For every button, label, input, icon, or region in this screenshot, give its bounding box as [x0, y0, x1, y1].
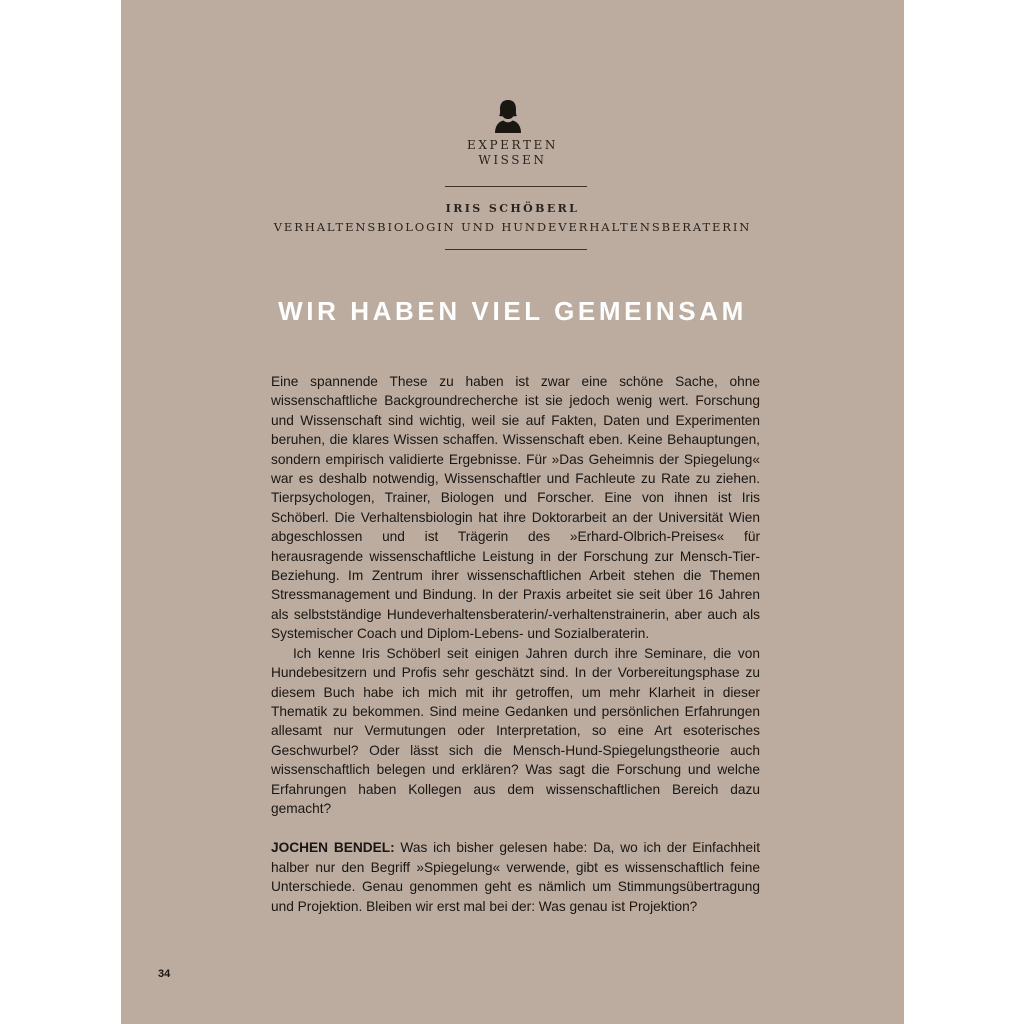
body-paragraph-2: Ich kenne Iris Schöberl seit einigen Jahren durch ihre Seminare, die von Hundebesitzern und Profis sehr geschätzt sind. In der Vorbereitungsphase zu diesem Buch habe ich mich mit ihr getroffen, um mehr Klarheit in dieser Thematik zu bekommen. Sind meine Gedanken und persönlichen Erfahrungen allesamt nur Vermutungen oder Interpretation, so eine Art esoterisches Geschwurbel? Oder lässt sich die Mensch-Hund-Spiegelungstheorie auch wissenschaftlich belegen und erklären? Was sagt die Forschung und welche Erfahrungen haben Kollegen aus dem wissenschaftlichen Bereich dazu gemacht?: [271, 645, 760, 816]
body-paragraph-1: Eine spannende These zu haben ist zwar eine schöne Sache, ohne wissenschaftliche Backgroundrecherche ist sie jedoch wenig wert. Forschung und Wissenschaft sind wichtig, weil sie auf Fakten, Daten und Experimenten beruhen, die klares Wissen schaffen. Wissenschaft eben. Keine Behauptungen, sondern empirisch validierte Ergebnisse. Für »Das Geheimnis der Spiegelung« war es deshalb notwendig, Wissenschaftler und Fachleute zu Rate zu ziehen. Tierpsychologen, Trainer, Biologen und Forscher. Eine von ihnen ist Iris Schöberl. Die Verhaltensbiologin hat ihre Doktorarbeit an der Universität Wien abgeschlossen und ist Trägerin des »Erhard-Olbrich-Preises« für herausragende wissenschaftliche Leistung in der Forschung zur Mensch-Tier-Beziehung. Im Zentrum ihrer wissenschaftlichen Arbeit stehen die Themen Stressmanagement und Bindung. In der Praxis arbeitet sie seit über 16 Jahren als selbstständige Hundeverhaltensberaterin/-verhaltenstrainerin, aber auch als Systemischer Coach und Diplom-Lebens- und Sozialberaterin.: [271, 374, 760, 642]
author-name: IRIS SCHÖBERL: [445, 202, 580, 215]
chapter-headline: WIR HABEN VIEL GEMEINSAM: [278, 296, 747, 326]
badge-label-line-2: WISSEN: [478, 153, 547, 167]
divider-top: [445, 186, 587, 187]
speaker-name: JOCHEN BENDEL:: [271, 840, 395, 856]
body-text: [271, 372, 760, 916]
badge-label-line-1: EXPERTEN: [466, 138, 559, 152]
page-number: 34: [158, 968, 171, 980]
dialogue-text: Was ich bisher gelesen habe: Da, wo ich der Einfachheit halber nur den Begriff »Spiegelung« verwende, gibt es wissenschaftlich feine Unterschiede. Genau genommen geht es nämlich um Stimmungsübertragung und Projektion. Bleiben wir erst mal bei der: Was genau ist Projektion?: [271, 840, 760, 914]
author-role: VERHALTENSBIOLOGIN UND HUNDEVERHALTENSBERATERIN: [273, 220, 752, 234]
person-silhouette-icon: [492, 99, 524, 133]
dialogue-paragraph: [271, 838, 760, 916]
book-page: [121, 0, 904, 1024]
divider-bottom: [445, 249, 587, 250]
